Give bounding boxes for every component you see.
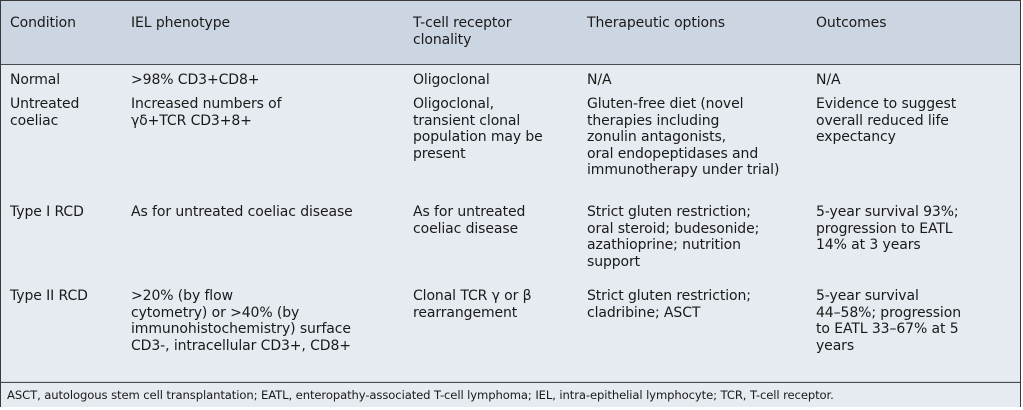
header-outcomes: Outcomes xyxy=(816,15,887,31)
row-type2-outcomes: 5-year survival 44–58%; progression to EATL 33–67% at 5 years xyxy=(816,288,961,354)
header-therapeutic-options: Therapeutic options xyxy=(587,15,725,31)
row-normal-outcomes: N/A xyxy=(816,72,841,88)
table-body xyxy=(1,65,1020,381)
row-type2-iel-phenotype: >20% (by flow cytometry) or >40% (by immunohistochemistry) surface CD3-, intracellular CD3+, CD8+ xyxy=(131,288,351,354)
row-untreated-outcomes: Evidence to suggest overall reduced life expectancy xyxy=(816,96,957,145)
header-iel-phenotype: IEL phenotype xyxy=(131,15,231,31)
header-tcr-clonality: T-cell receptor clonality xyxy=(413,15,512,48)
row-untreated-condition: Untreated coeliac xyxy=(10,96,80,129)
row-normal-condition: Normal xyxy=(10,72,61,88)
table-header xyxy=(1,1,1020,65)
table-footnote xyxy=(1,382,1020,407)
row-type1-condition: Type I RCD xyxy=(10,204,84,220)
row-type2-condition: Type II RCD xyxy=(10,288,88,304)
row-type1-therapeutic-options: Strict gluten restriction; oral steroid; budesonide; azathioprine; nutrition support xyxy=(587,204,760,270)
header-condition: Condition xyxy=(10,15,76,31)
row-normal-tcr-clonality: Oligoclonal xyxy=(413,72,490,88)
row-type2-tcr-clonality: Clonal TCR γ or β rearrangement xyxy=(413,288,532,321)
row-type1-tcr-clonality: As for untreated coeliac disease xyxy=(413,204,526,237)
row-normal-therapeutic-options: N/A xyxy=(587,72,612,88)
row-normal-iel-phenotype: >98% CD3+CD8+ xyxy=(131,72,260,88)
row-untreated-tcr-clonality: Oligoclonal, transient clonal population may be present xyxy=(413,96,543,162)
row-type2-therapeutic-options: Strict gluten restriction; cladribine; ASCT xyxy=(587,288,751,321)
row-untreated-therapeutic-options: Gluten-free diet (novel therapies including zonulin antagonists, oral endopeptidases and immunotherapy under trial) xyxy=(587,96,780,178)
footnote-text: ASCT, autologous stem cell transplantation; EATL, enteropathy-associated T-cell lymphoma; IEL, intra-epithelial lymphocyte; TCR, T-cell receptor. xyxy=(7,388,834,402)
row-untreated-iel-phenotype: Increased numbers of γδ+TCR CD3+8+ xyxy=(131,96,282,129)
row-type1-iel-phenotype: As for untreated coeliac disease xyxy=(131,204,353,220)
row-type1-outcomes: 5-year survival 93%; progression to EATL 14% at 3 years xyxy=(816,204,959,253)
